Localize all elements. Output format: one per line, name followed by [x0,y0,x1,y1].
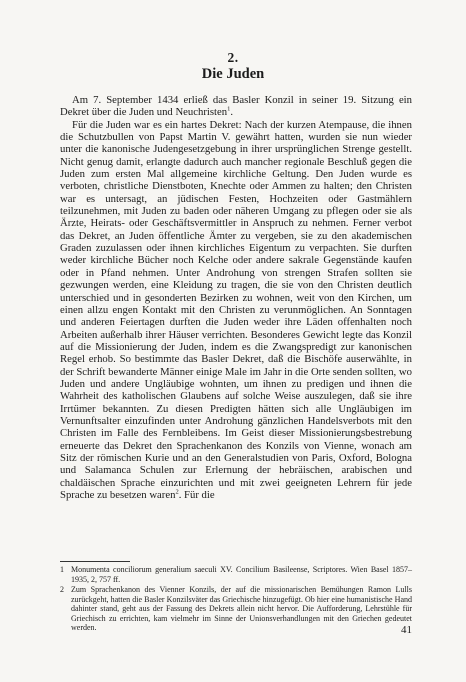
paragraph: Für die Juden war es ein hartes Dekret: Nach der kurzen Atempause, die ihnen die Schutzbullen von Papst Martin V. gewährt hatten, wurden sie nun wieder unter die kanonische Judengesetzgebung in ihrer ursprünglichen Strenge gestellt. Nicht genug damit, erlangte dadurch auch mancher regionale Beschluß gegen die Juden zum ersten Mal allgemeine kirchliche Geltung. Den Juden wurde es verboten, christliche Dienstboten, Knechte oder Ammen zu halten; den Christen war es untersagt, an jüdischen Festen, Hochzeiten oder Gastmählern teilzunehmen, mit Juden zu baden oder näheren Umgang zu pflegen oder sie als Ärzte, Heirats- oder Geschäftsvermittler in Anspruch zu nehmen. Ferner verbot das Dekret, an Juden öffentliche Ämter zu vergeben, sie zu den akademischen Graden zuzulassen oder ihnen kirchliches Eigentum zu verpachten. Sie durften weder kirchliche Bücher noch Kelche oder andere sakrale Gegenstände kaufen oder in Pfand nehmen. Unter Androhung von strengen Strafen sollten sie gezwungen werden, eine Kleidung zu tragen, die sie von den Christen deutlich unterschied und in gesonderten Bezirken zu wohnen, weit von den Kirchen, um einen allzu engen Kontakt mit den Christen zu verunmöglichen. An Sonntagen und anderen Feiertagen durften die Juden weder ihre Läden offenhalten noch Arbeiten außerhalb ihrer Häuser verrichten. Besonderes Gewicht legte das Konzil auf die Missionierung der Juden, indem es die Zwangspredigt zur kanonischen Regel erhob. So bestimmte das Basler Dekret, daß die Bischöfe auserwählte, in der Schrift bewanderte Männer einige Male im Jahr in die Orte senden sollten, wo Juden und andere Ungläubige wohnten, um ihnen zu predigen und ihnen die Wahrheit des katholischen Glaubens auf solche Weise auszulegen, daß sie ihre Irrtümer bekannten. Zu diesen Predigten hätten sich alle Ungläubigen im Vernunftsalter einzufinden unter Androhung gänzlichen Handelsverbots mit den Christen im Falle des Fernbleibens. Im Geist dieser Missionierungsbestrebung erneuerte das Dekret den Sprachenkanon des Konzils von Vienne, wonach am Sitz der römischen Kurie und an den Generalstudien von Paris, Oxford, Bologna und Salamanca Schulen zur Erlernung der hebräischen, arabischen und chaldäischen Sprache einzurichten und mit zwei geeigneten Lehrern für jede Sprache zu besetzen waren$^2$. Für die [60,118,412,501]
chapter-title: Die Juden [201,66,265,82]
footnotes [60,565,412,634]
paragraph-text: Für die [184,489,215,501]
chapter-number: 2. [227,50,239,65]
footnote-text: Monumenta conciliorum generalium saeculi XV. Concilium Basileense, Scriptores. Wien Basel 1857–1935, 2, 757 ff. [71,565,412,584]
footnote-reference[interactable]: 1 [227,105,231,113]
paragraph: Am 7. September 1434 erließ das Basler Konzil in seiner 19. Sitzung ein Dekret über die Juden und Neuchristen$^1$. [60,94,412,119]
footnote-number: 1 [60,565,64,574]
body-text [60,94,412,501]
footnote-text: Zum Sprachenkanon des Vienner Konzils, der auf die missionarischen Bemühungen Ramon Lulls zurückgeht, hatten die Basler Konzilsväter das Griechische hinzugefügt. Ob hier eine humanistische Hand dahinter stand, geht aus der Fassung des Dekrets allein nicht hervor. Die Aufforderung, Lehrstühle für Griechisch zu errichten, kam vielmehr im Sinne der Unionsverhandlungen mit den Griechen gedeutet werden. [71,585,412,632]
footnote [60,565,412,584]
footnote [60,585,412,633]
paragraph-text: Für die Juden war es ein hartes Dekret: Nach der kurzen Atempause, die ihnen die Schutzbullen von Papst Martin V. gewährt hatten, wurden sie nun wieder unter die kanonische Judengesetzgebung in ihrer ursprünglichen Strenge gestellt. Nicht genug damit, erlangte dadurch auch mancher regionale Beschluß gegen die Juden zum ersten Mal allgemeine kirchliche Geltung. Den Juden wurde es verboten, christliche Dienstboten, Knechte oder Ammen zu halten; den Christen war es untersagt, an jüdischen Festen, Hochzeiten oder Gastmählern teilzunehmen, mit Juden zu baden oder näheren Umgang zu pflegen oder sie als Ärzte, Heirats- oder Geschäftsvermittler in Anspruch zu nehmen. Ferner verbot das Dekret, an Juden öffentliche Ämter zu vergeben, sie zu den akademischen Graden zuzulassen oder ihnen kirchliches Eigentum zu verpachten. Sie durften weder kirchliche Bücher noch Kelche oder andere sakrale Gegenstände kaufen oder in Pfand nehmen. Unter Androhung von strengen Strafen sollten sie gezwungen werden, eine Kleidung zu tragen, die sie von den Christen deutlich unterschied und in gesonderten Bezirken zu wohnen, weit von den Kirchen, um einen allzu engen Kontakt mit den Christen zu verunmöglichen. An Sonntagen und anderen Feiertagen durften die Juden weder ihre Läden offenhalten noch Arbeiten außerhalb ihrer Häuser verrichten. Besonderes Gewicht legte das Konzil auf die Missionierung der Juden, indem es die Zwangspredigt zur kanonischen Regel erhob. So bestimmte das Basler Dekret, daß die Bischöfe auserwählte, in der Schrift bewanderte Männer einige Male im Jahr in die Orte senden sollten, wo Juden und andere Ungläubige wohnten, um ihnen zu predigen und ihnen die Wahrheit des katholischen Glaubens auf solche Weise auszulegen, daß sie ihre Irrtümer bekannten. Zu diesen Predigten hätten sich alle Ungläubigen im Vernunftsalter einzufinden unter Androhung gänzlichen Handelsverbots mit den Christen im Falle des Fernbleibens. Im Geist dieser Missionierungsbestrebung erneuerte das Dekret den Sprachenkanon des Konzils von Vienne, wonach am Sitz der römischen Kurie und an den Generalstudien von Paris, Oxford, Bologna und Salamanca Schulen zur Erlernung der hebräischen, arabischen und chaldäischen Sprache einzurichten und mit zwei geeigneten Lehrern für jede Sprache zu besetzen waren [60,118,412,501]
paragraph-text: Am 7. September 1434 erließ das Basler Konzil in seiner 19. Sitzung ein Dekret über die Juden und Neuchristen [60,94,412,119]
footnote-reference[interactable]: 2 [175,488,179,496]
page-number: 41 [401,624,412,636]
footnote-separator [60,561,130,562]
footnote-number: 2 [60,585,64,594]
